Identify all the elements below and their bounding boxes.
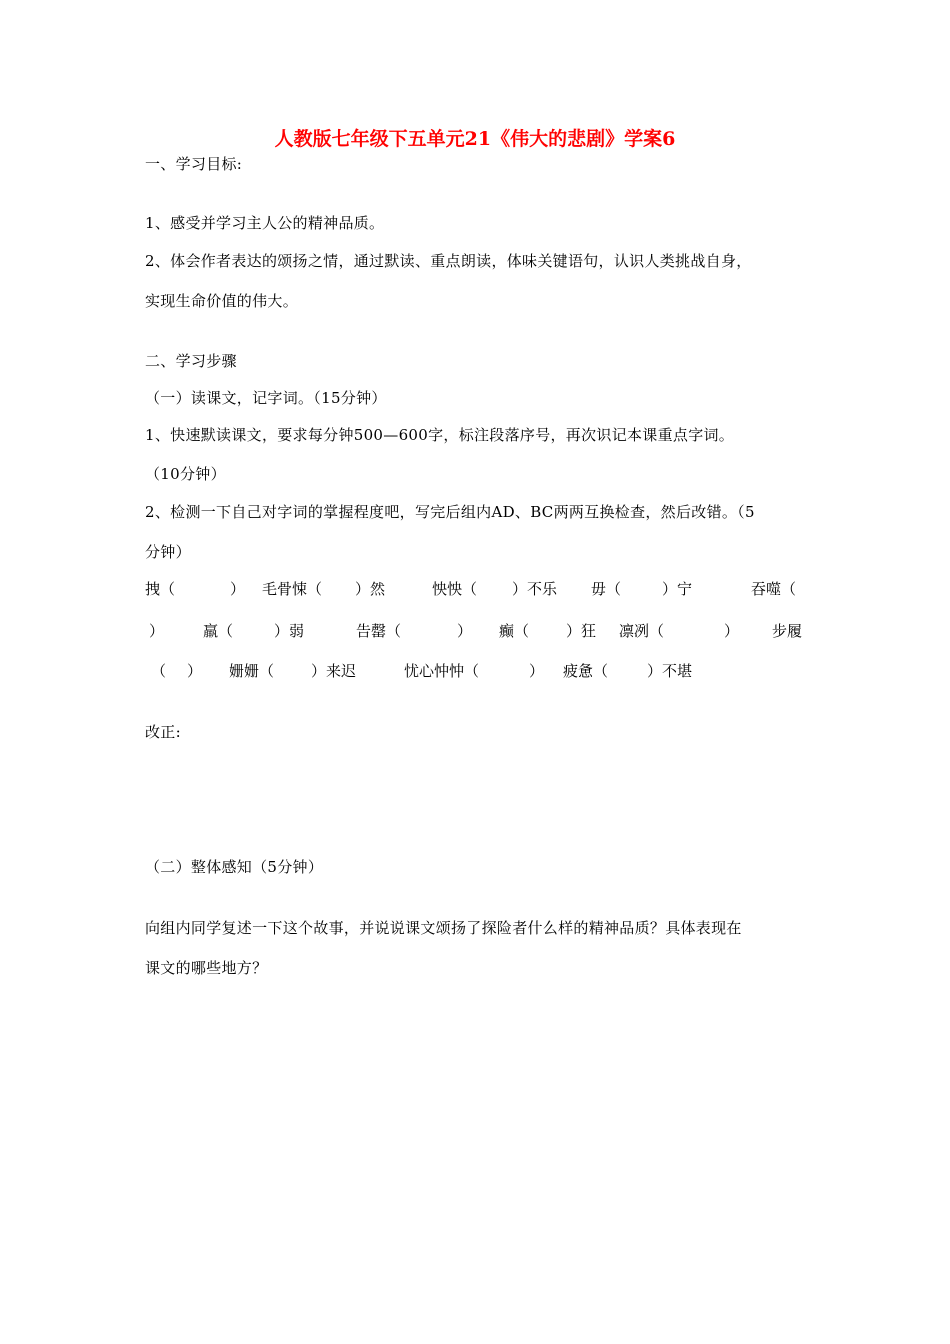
vocab-item: ）来迟 bbox=[311, 662, 357, 680]
vocab-item: ）不乐 bbox=[512, 580, 558, 598]
vocab-item: ） bbox=[230, 580, 246, 598]
vocab-item: 羸（ bbox=[203, 622, 234, 640]
part2-question-line1: 向组内同学复述一下这个故事，并说说课文颂扬了探险者什么样的精神品质？具体表现在 bbox=[145, 919, 742, 937]
vocab-item: 疲惫（ bbox=[563, 662, 609, 680]
vocab-item: 忧心忡忡（ bbox=[404, 662, 480, 680]
vocab-item: ）弱 bbox=[274, 622, 305, 640]
goal-1: 1、感受并学习主人公的精神品质。 bbox=[145, 214, 385, 232]
vocab-item: ）不堪 bbox=[647, 662, 693, 680]
vocab-item: 步履 bbox=[772, 622, 803, 640]
vocab-item: ） bbox=[529, 662, 545, 680]
part1-heading: （一）读课文，记字词。（15分钟） bbox=[145, 389, 387, 407]
vocab-item: 拽（ bbox=[145, 580, 176, 598]
goal-2-line2: 实现生命价值的伟大。 bbox=[145, 292, 299, 310]
part2-question-line2: 课文的哪些地方？ bbox=[145, 959, 268, 977]
vocab-item: ）宁 bbox=[662, 580, 693, 598]
section2-heading: 二、学习步骤 bbox=[145, 352, 237, 370]
vocab-item: （ bbox=[151, 662, 167, 680]
vocab-item: ） bbox=[457, 622, 473, 640]
task1-line2: （10分钟） bbox=[145, 465, 226, 483]
document-title: 人教版七年级下五单元21《伟大的悲剧》学案6 bbox=[274, 128, 676, 150]
vocab-item: ） bbox=[724, 622, 740, 640]
vocab-item: 凛冽（ bbox=[619, 622, 665, 640]
task2-line1: 2、检测一下自己对字词的掌握程度吧，写完后组内AD、BC两两互换检查，然后改错。（5 bbox=[145, 503, 755, 521]
vocab-item: 癫（ bbox=[499, 622, 530, 640]
vocab-item: ）狂 bbox=[566, 622, 597, 640]
part2-heading: （二）整体感知（5分钟） bbox=[145, 858, 324, 876]
vocab-item: 姗姗（ bbox=[229, 662, 275, 680]
vocab-item: ） bbox=[149, 622, 165, 640]
section1-heading: 一、学习目标: bbox=[145, 155, 243, 173]
vocab-item: 毋（ bbox=[591, 580, 622, 598]
vocab-item: ） bbox=[187, 662, 203, 680]
task1-line1: 1、快速默读课文，要求每分钟500—600字，标注段落序号，再次识记本课重点字词。 bbox=[145, 426, 735, 444]
vocab-item: ）然 bbox=[355, 580, 386, 598]
vocab-item: 吞噬（ bbox=[751, 580, 797, 598]
vocab-item: 怏怏（ bbox=[432, 580, 478, 598]
goal-2-line1: 2、体会作者表达的颂扬之情，通过默读、重点朗读，体味关键语句，认识人类挑战自身， bbox=[145, 252, 752, 270]
vocab-item: 毛骨悚（ bbox=[262, 580, 323, 598]
vocab-item: 告罄（ bbox=[356, 622, 402, 640]
task2-line2: 分钟） bbox=[145, 543, 191, 561]
correction-label: 改正: bbox=[145, 723, 181, 741]
